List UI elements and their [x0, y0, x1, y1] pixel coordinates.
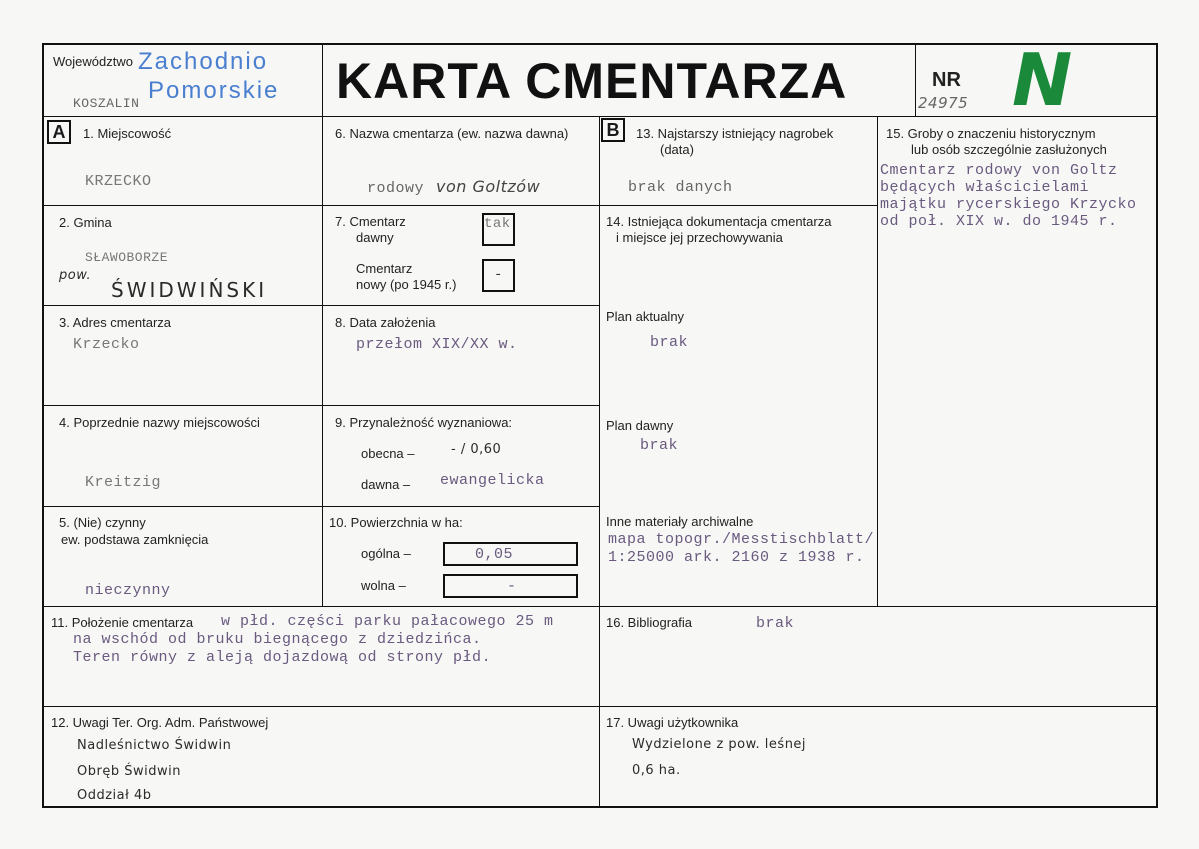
- f3-label: 3. Adres cmentarza: [59, 315, 171, 330]
- f2-label: 2. Gmina: [59, 215, 112, 230]
- f10-cell: [322, 506, 600, 607]
- f5-value: nieczynny: [85, 582, 171, 599]
- f2-pow-value: ŚWIDWIŃSKI: [111, 278, 268, 302]
- f7-cell: [322, 205, 600, 306]
- f10-wolna-box: [443, 574, 578, 598]
- f4-cell: [42, 405, 323, 507]
- f7-box-a: [482, 213, 515, 246]
- f9-obecna-value: - / 0,60: [451, 442, 502, 457]
- f9-dawna-label: dawna –: [361, 477, 411, 492]
- f12-label: 12. Uwagi Ter. Org. Adm. Państwowej: [51, 715, 269, 730]
- nr-value: 24975: [918, 94, 969, 112]
- f7-box-b: [482, 259, 515, 292]
- f11-value-line2: na wschód od bruku biegnącego z dziedzińca.: [73, 631, 482, 648]
- f2-cell: [42, 205, 323, 306]
- f14-cell: [599, 205, 878, 607]
- plan-dawny-value: brak: [640, 437, 679, 454]
- f16-value: brak: [756, 615, 795, 632]
- f9-cell: [322, 405, 600, 507]
- f10-label: 10. Powierzchnia w ha:: [329, 515, 463, 530]
- f6-value-typed: rodowy: [367, 180, 425, 197]
- f10-wolna-value: -: [507, 578, 517, 595]
- f7-label-b1: Cmentarz: [356, 261, 413, 276]
- f15-cell: [877, 116, 1158, 607]
- f6-label: 6. Nazwa cmentarza (ew. nazwa dawna): [335, 126, 569, 141]
- f17-line2: 0,6 ha.: [632, 763, 681, 778]
- f3-cell: [42, 305, 323, 406]
- f8-value: przełom XIX/XX w.: [356, 336, 518, 353]
- f15-value-line3: majątku rycerskiego Krzycko: [880, 196, 1137, 213]
- f17-label: 17. Uwagi użytkownika: [606, 715, 739, 730]
- f11-label: 11. Położenie cmentarza: [51, 615, 194, 630]
- f12-line2: Obręb Świdwin: [77, 764, 181, 779]
- f2-pow-prefix: pow.: [59, 268, 92, 283]
- plan-aktualny-label: Plan aktualny: [606, 309, 685, 324]
- f9-obecna-label: obecna –: [361, 446, 415, 461]
- f11-cell: [42, 606, 600, 707]
- f6-cell: [322, 116, 600, 206]
- f5-label-line1: 5. (Nie) czynny: [59, 515, 146, 530]
- f5-label-line2: ew. podstawa zamknięcia: [61, 532, 209, 547]
- f7-label-a1: 7. Cmentarz: [335, 214, 406, 229]
- nr-label: NR: [932, 69, 961, 91]
- inne-value-line2: 1:25000 ark. 2160 z 1938 r.: [608, 549, 865, 566]
- f14-label-line2: i miejsce jej przechowywania: [616, 230, 783, 245]
- f15-label-line1: 15. Groby o znaczeniu historycznym: [886, 126, 1096, 141]
- region-stamp-line2: Pomorskie: [148, 77, 280, 104]
- f7-value-a: tak: [484, 216, 511, 232]
- region-stamp-line1: Zachodnio: [138, 48, 269, 75]
- f17-cell: [599, 706, 1158, 808]
- card-title: KARTA CMENTARZA: [336, 53, 848, 109]
- plan-aktualny-value: brak: [650, 334, 689, 351]
- f8-label: 8. Data założenia: [335, 315, 436, 330]
- f8-cell: [322, 305, 600, 406]
- f15-value-line1: Cmentarz rodowy von Goltz: [880, 162, 1118, 179]
- f13-label-line1: 13. Najstarszy istniejący nagrobek: [636, 126, 834, 141]
- nr-cell: [915, 38, 1158, 122]
- f12-cell: [42, 706, 600, 808]
- f16-label: 16. Bibliografia: [606, 615, 692, 630]
- f12-line3: Oddział 4b: [77, 788, 152, 803]
- f6-value-hand: von Goltzów: [436, 177, 541, 196]
- inne-value-line1: mapa topogr./Messtischblatt/: [608, 531, 875, 548]
- f2-value: SŁAWOBORZE: [85, 250, 169, 265]
- wojewodztwo-label: Województwo: [53, 54, 133, 69]
- f1-label: 1. Miejscowość: [83, 126, 172, 141]
- section-a-marker: A: [47, 120, 71, 144]
- f10-ogolna-box: [443, 542, 578, 566]
- green-mark: N: [1012, 38, 1073, 122]
- f13-value: brak danych: [628, 179, 733, 196]
- f13-cell: [599, 116, 878, 206]
- f9-dawna-value: ewangelicka: [440, 472, 545, 489]
- f1-cell: [42, 116, 323, 206]
- f9-label: 9. Przynależność wyznaniowa:: [335, 415, 513, 430]
- f1-value: KRZECKO: [85, 173, 152, 190]
- old-region: KOSZALIN: [73, 96, 140, 111]
- f13-label-line2: (data): [660, 142, 694, 157]
- f10-ogolna-label: ogólna –: [361, 546, 411, 561]
- f5-cell: [42, 506, 323, 607]
- f11-value-line3: Teren równy z aleją dojazdową od strony płd.: [73, 649, 492, 666]
- f17-line1: Wydzielone z pow. leśnej: [632, 737, 807, 752]
- f11-value-line1: w płd. części parku pałacowego 25 m: [221, 613, 554, 630]
- f4-label: 4. Poprzednie nazwy miejscowości: [59, 415, 260, 430]
- f12-line1: Nadleśnictwo Świdwin: [77, 738, 232, 753]
- f10-wolna-label: wolna –: [361, 578, 406, 593]
- f10-ogolna-value: 0,05: [475, 546, 514, 563]
- f7-label-a2: dawny: [356, 230, 394, 245]
- inne-label: Inne materiały archiwalne: [606, 514, 754, 529]
- plan-dawny-label: Plan dawny: [606, 418, 674, 433]
- f16-cell: [599, 606, 1158, 707]
- f4-value: Kreitzig: [85, 474, 162, 491]
- section-b-marker: B: [601, 118, 625, 142]
- f15-value-line2: będących właścicielami: [880, 179, 1090, 196]
- f3-value: Krzecko: [73, 336, 140, 353]
- f14-label-line1: 14. Istniejąca dokumentacja cmentarza: [606, 214, 832, 229]
- f7-label-b2: nowy (po 1945 r.): [356, 277, 457, 292]
- f15-label-line2: lub osób szczególnie zasłużonych: [911, 142, 1107, 157]
- f7-value-b: -: [494, 267, 503, 283]
- f15-value-line4: od poł. XIX w. do 1945 r.: [880, 213, 1118, 230]
